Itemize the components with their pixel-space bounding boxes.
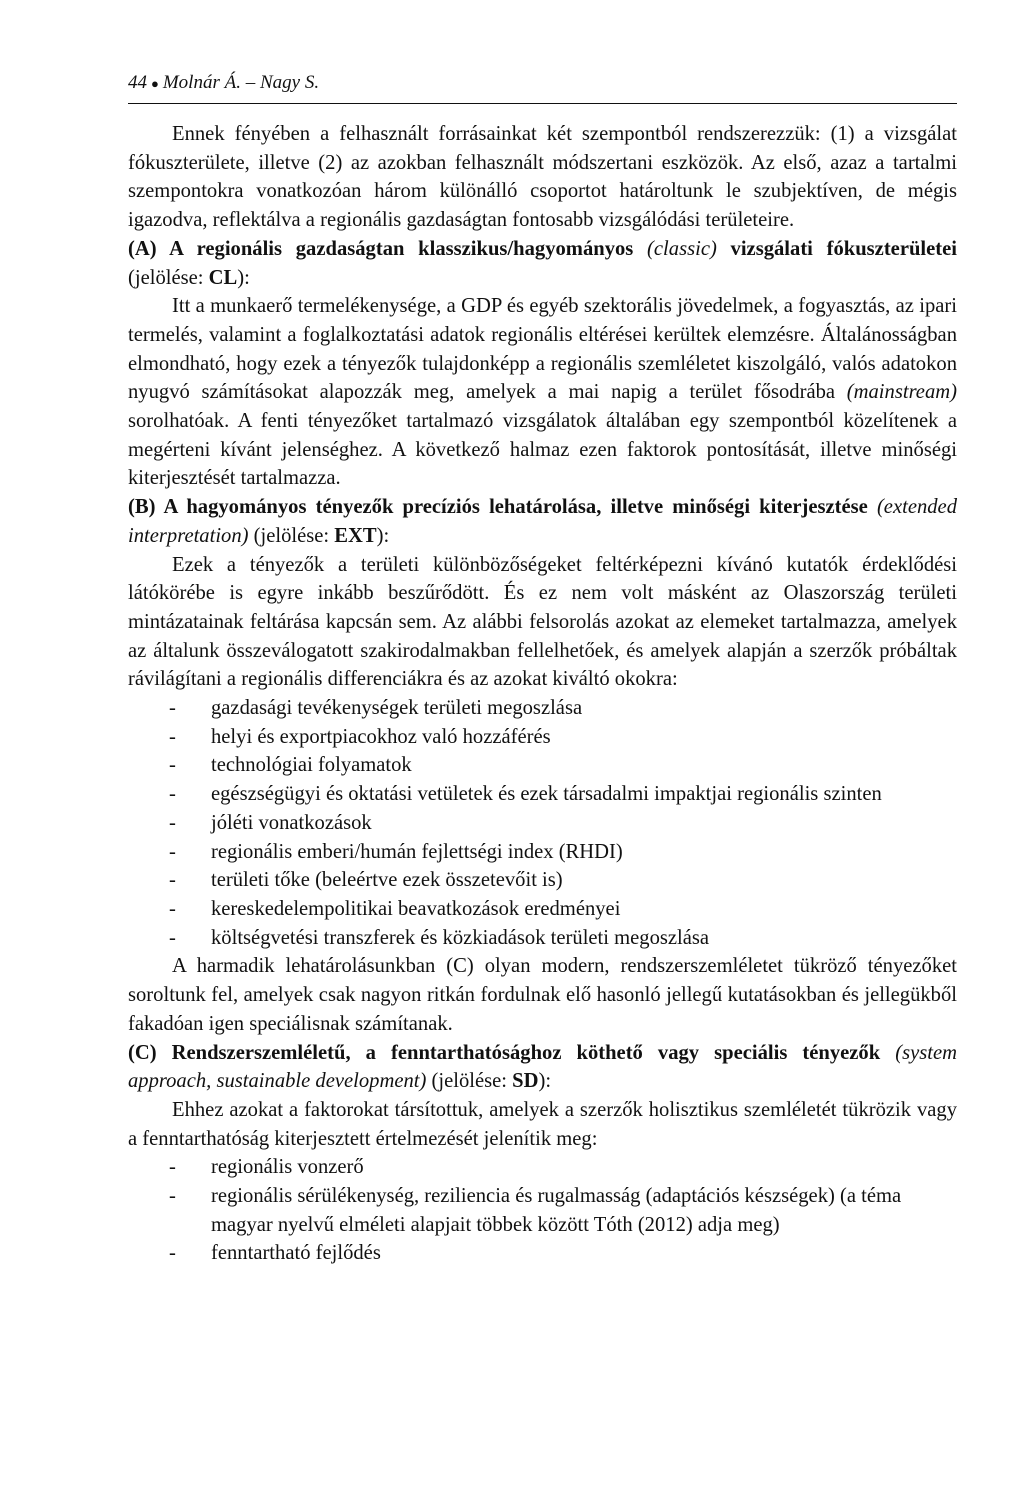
intro-paragraph: Ennek fényében a felhasznált forrásainkat két szempontból rendszerezzük: (1) a vizsgálat fókuszterülete, illetve (2) az azokban felhasznált módszertani eszközök. Az első, azaz a tartalmi szempontokra vonatkozóan három különálló csoportot határoltunk le szubjektíven, de mégis igazodva, reflektálva a regionális gazdaságtan fontosabb vizsgálódási területeire. [128, 123, 957, 232]
running-head-authors: Molnár Á. – Nagy S. [162, 72, 320, 93]
header-rule [128, 103, 957, 104]
list-item: - regionális emberi/humán fejlettségi index (RHDI) [128, 838, 957, 867]
section-c-paragraph: Ehhez azokat a faktorokat társítottuk, amelyek a szerzők holisztikus szemléletét tükrözik vagy a fenntarthatóság kiterjesztett értelmezését jelenítik meg: [128, 1098, 957, 1150]
page-body [128, 120, 957, 1268]
list-item: - technológiai folyamatok [128, 751, 957, 780]
list-item: - területi tőke (beleértve ezek összetevőit is) [128, 866, 957, 895]
list-item: - helyi és exportpiacokhoz való hozzáférés [128, 723, 957, 752]
page-number: 44 [128, 72, 147, 93]
section-b-heading: (B) A hagyományos tényezők precíziós lehatárolása, illetve minőségi kiterjesztése (extended interpretation) (jelölése: EXT): [128, 496, 957, 547]
list-item: - kereskedelempolitikai beavatkozások eredményei [128, 895, 957, 924]
section-a-heading: (A) A regionális gazdaságtan klasszikus/hagyományos (classic) vizsgálati fókuszterületei (jelölése: CL): [128, 237, 957, 289]
list-item: - regionális vonzerő [128, 1153, 957, 1182]
running-head [128, 72, 319, 94]
list-item: - költségvetési transzferek és közkiadások területi megoszlása [128, 924, 957, 953]
list-item: - fenntartható fejlődés [128, 1239, 957, 1268]
bullet-separator: ● [151, 76, 159, 91]
list-item: - regionális sérülékenység, reziliencia és rugalmasság (adaptációs készségek) (a téma magyar nyelvű elméleti alapjait többek között Tóth (2012) adja meg) [128, 1182, 957, 1239]
section-a-paragraph: Itt a munkaerő termelékenysége, a GDP és egyéb szektorális jövedelmek, a fogyasztás, az ipari termelés, valamint a foglalkoztatási adatok regionális eltérései kerültek elemzésre. Általánosságban elmondható, hogy ezek a tényezők tulajdonképp a regionális szemléletet kiszolgáló, valós adatokon nyugvó számításokat alapozzák meg, amelyek a mai napig a terület fősodrába (mainstream) sorolhatóak. A fenti tényezőket tartalmazó vizsgálatok általában egy szempontból közelítenek a megérteni kívánt jelenséghez. A következő halmaz ezen faktorok pontosítását, illetve minőségi kiterjesztését tartalmazza. [128, 295, 957, 490]
section-b-list [128, 694, 957, 952]
section-a-code: CL [208, 266, 238, 289]
list-item: - egészségügyi és oktatási vetületek és ezek társadalmi impaktjai regionális szinten [128, 780, 957, 809]
section-c-list [128, 1153, 957, 1268]
section-c-code: SD [512, 1070, 539, 1093]
section-c-heading: (C) Rendszerszemléletű, a fenntarthatósághoz köthető vagy speciális tényezők (system approach, sustainable development) (jelölése: SD): [128, 1041, 957, 1093]
section-b-paragraph-2: A harmadik lehatárolásunkban (C) olyan modern, rendszerszemléletet tükröző tényezőket soroltunk fel, amelyek csak nagyon ritkán fordulnak elő hasonló jellegű kutatásokban és jellegükből fakadóan igen speciálisnak számítanak. [128, 955, 957, 1035]
section-b-paragraph: Ezek a tényezők a területi különbözőségeket feltérképezni kívánó kutatók érdeklődési látókörébe is egyre inkább beszűrődött. És ez nem volt másként az Olaszország területi mintázatainak feltárása kapcsán sem. Az alábbi felsorolás azokat az elemeket tartalmazza, amelyek az általunk összeválogatott szakirodalmakban fellelhetőek, és amelyek alapján a szerzők próbáltak rávilágítani a regionális differenciákra és az azokat kiváltó okokra: [128, 553, 957, 691]
section-b-code: EXT [334, 524, 377, 547]
list-item: - gazdasági tevékenységek területi megoszlása [128, 694, 957, 723]
list-item: - jóléti vonatkozások [128, 809, 957, 838]
